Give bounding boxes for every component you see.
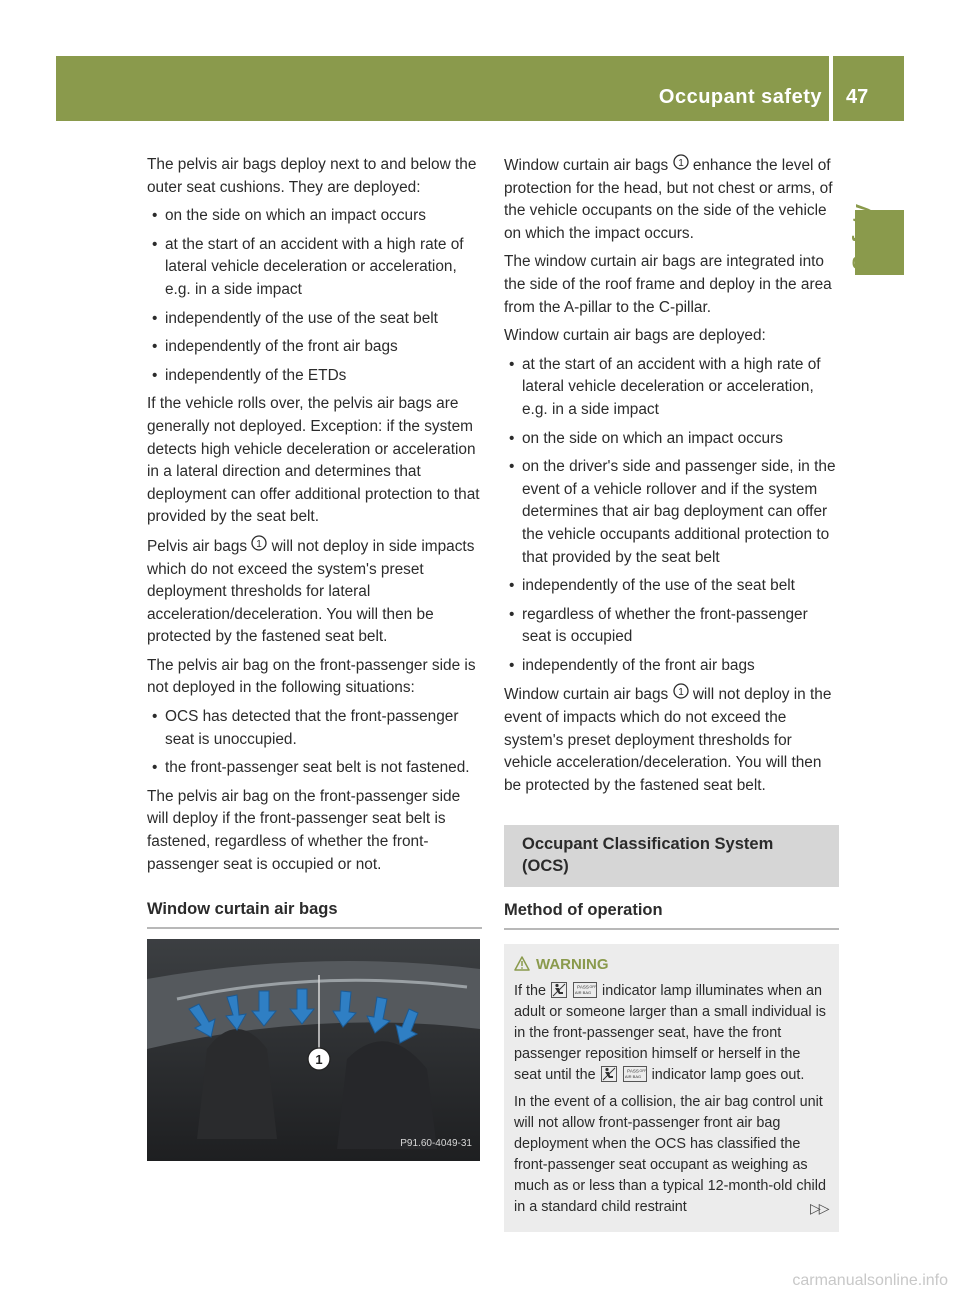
callout-1-icon xyxy=(673,683,689,699)
watermark: carmanualsonline.info xyxy=(792,1272,948,1289)
front-passenger-deploy: The pelvis air bag on the front-passenger side will deploy if the front-passenger seat belt is fastened, regardless of whether the front-passenger seat is occupied or not. xyxy=(147,787,461,873)
warning-title xyxy=(514,954,829,975)
page-number: 47 xyxy=(846,86,869,108)
pelvis-intro: The pelvis air bags deploy next to and below the outer seat cushions. They are deployed: xyxy=(147,156,477,196)
list-item: • OCS has detected that the front-passenger seat is unoccupied. xyxy=(147,706,482,751)
curtain-no-deploy-paragraph xyxy=(504,683,839,797)
svg-text:1: 1 xyxy=(256,538,263,550)
text: will not deploy in side impacts which do not exceed the system's preset deployment thresholds for lateral acceleration/deceleration. You will then be protected by the fastened seat belt. xyxy=(147,537,475,646)
svg-text:OFF: OFF xyxy=(589,985,597,990)
list-item: • independently of the front air bags xyxy=(504,655,839,678)
list-item: • at the start of an accident with a high rate of lateral vehicle deceleration or acceleration, e.g. in a side impact xyxy=(147,234,482,302)
svg-text:AIR BAG: AIR BAG xyxy=(624,1074,641,1080)
text: Pelvis air bags xyxy=(147,537,248,555)
svg-text:PASS: PASS xyxy=(626,1068,639,1074)
chapter-label: Safety xyxy=(848,203,873,270)
ocs-heading: Occupant Classification System (OCS) xyxy=(522,835,774,876)
svg-text:AIR BAG: AIR BAG xyxy=(574,990,592,996)
list-item: • independently of the ETDs xyxy=(147,365,482,388)
text: If the xyxy=(514,983,546,1000)
list-item: • at the start of an accident with a high rate of lateral vehicle deceleration or acceleration, e.g. in a side impact xyxy=(504,354,839,422)
svg-text:PASS: PASS xyxy=(577,984,589,990)
image-callout: 1 xyxy=(315,1051,323,1067)
passenger-seat-icon xyxy=(551,982,567,998)
list-item: • the front-passenger seat belt is not fastened. xyxy=(147,757,482,780)
warning-icon xyxy=(514,956,530,971)
text: will not deploy in the event of impacts which do not exceed the system's preset deployment thresholds for vehicle acceleration/deceleration. You will then be protected by the fastened seat belt. xyxy=(504,686,832,794)
text: Window curtain air bags xyxy=(504,157,669,174)
warning-label: WARNING xyxy=(536,956,609,974)
callout-1-icon xyxy=(673,154,689,170)
rollover-paragraph: If the vehicle rolls over, the pelvis air bags are generally not deployed. Exception: if the system detects high vehicle deceleration or acceleration in a lateral direction and determines that deployment can offer additional protection to that provided by the seat belt. xyxy=(147,395,480,526)
pelvis-no-deploy-paragraph xyxy=(147,535,482,649)
left-column xyxy=(147,154,482,1161)
list-item: • on the side on which an impact occurs xyxy=(147,205,482,228)
text: Window curtain air bags xyxy=(504,686,669,704)
deploy-list xyxy=(147,205,482,387)
svg-text:1: 1 xyxy=(677,158,684,169)
section-title: Occupant safety xyxy=(658,86,822,108)
list-item: • independently of the front air bags xyxy=(147,336,482,359)
svg-text:OFF: OFF xyxy=(639,1069,647,1074)
window-curtain-airbag-image xyxy=(147,939,480,1161)
warning-paragraph-1 xyxy=(514,981,829,1086)
warning-paragraph-2: In the event of a collision, the air bag control unit will not allow front-passenger front air bag deployment when the OCS has classified the front-passenger seat occupant as weighing as much as or less than a typical 12-month-old child in a standard child restraint xyxy=(514,1094,826,1216)
text: enhance the level of protection for the head, but not chest or arms, of the vehicle occupants on the side of the vehicle on which the impact occurs. xyxy=(504,157,833,242)
header-separator xyxy=(829,56,833,121)
continue-arrow-icon: ▷▷ xyxy=(810,1200,828,1216)
list-item: • on the side on which an impact occurs xyxy=(504,428,839,451)
pass-airbag-off-icon xyxy=(573,982,597,998)
callout-1-icon xyxy=(251,535,267,551)
list-item: • regardless of whether the front-passenger seat is occupied xyxy=(504,604,839,649)
pass-airbag-off-icon xyxy=(623,1066,647,1082)
passenger-seat-icon xyxy=(601,1066,617,1082)
text: indicator lamp illuminates when an adult or someone larger than a small individual is in the front-passenger seat, have the front passenger reposition himself or herself in the seat until the xyxy=(514,983,826,1084)
method-heading: Method of operation xyxy=(504,899,839,930)
list-item: • independently of the use of the seat belt xyxy=(504,575,839,598)
car-interior-illustration xyxy=(147,939,480,1161)
right-column xyxy=(504,154,839,1232)
list-item: • on the driver's side and passenger side, in the event of a vehicle rollover and if the system determines that air bag deployment can offer the vehicle occupants additional protection to that provided by the seat belt xyxy=(504,456,839,569)
window-curtain-heading: Window curtain air bags xyxy=(147,898,482,929)
integrated-paragraph: The window curtain air bags are integrated into the side of the roof frame and deploy in the area from the A-pillar to the C-pillar. xyxy=(504,253,832,316)
ocs-heading-box xyxy=(504,825,839,887)
text: indicator lamp goes out. xyxy=(651,1067,805,1084)
curtain-deploy-list xyxy=(504,354,839,678)
front-passenger-list xyxy=(147,706,482,780)
warning-box xyxy=(504,944,839,1232)
svg-text:1: 1 xyxy=(677,687,684,699)
curtain-intro xyxy=(504,154,839,245)
front-passenger-intro: The pelvis air bag on the front-passenger side is not deployed in the following situations: xyxy=(147,656,476,697)
deployed-intro: Window curtain air bags are deployed: xyxy=(504,327,766,345)
list-item: • independently of the use of the seat belt xyxy=(147,308,482,331)
image-code: P91.60-4049-31 xyxy=(400,1138,472,1150)
